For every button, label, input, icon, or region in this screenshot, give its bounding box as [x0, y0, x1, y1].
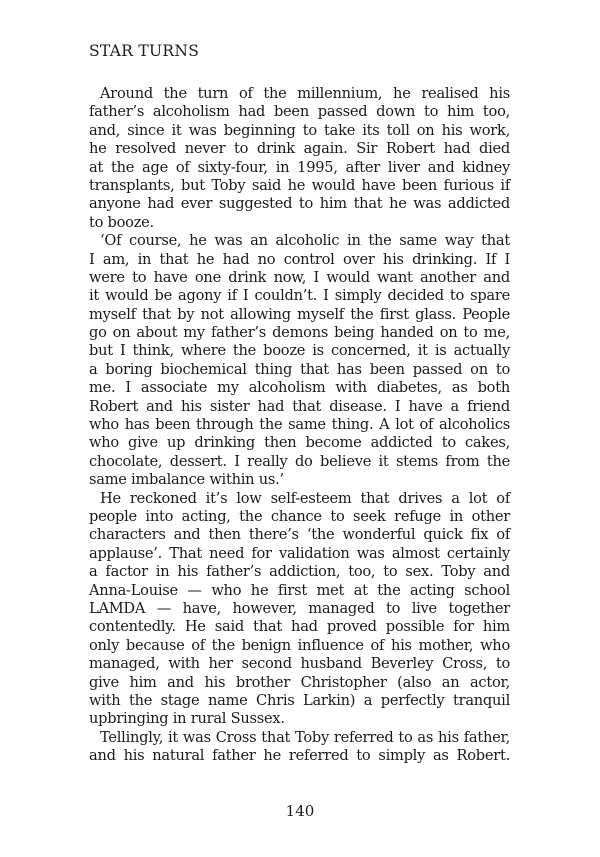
paragraph-line: ‘Of course, he was an alcoholic in the same way that	[100, 232, 510, 250]
paragraph-line: anyone had ever suggested to him that he was addicted	[89, 195, 510, 213]
paragraph-line: chocolate, dessert. I really do believe it stems from the	[89, 452, 510, 470]
paragraph-line: who give up drinking then become addicted to cakes,	[89, 434, 510, 452]
paragraph-line: with the stage name Chris Larkin) a perfectly tranquil	[89, 691, 510, 709]
paragraph-line: and his natural father he referred to simply as Robert.	[89, 747, 510, 765]
paragraph-line: a factor in his father’s addiction, too, to sex. Toby and	[89, 563, 510, 581]
paragraph-line: only because of the benign influence of his mother, who	[89, 636, 510, 654]
paragraph-line: applause’. That need for validation was almost certainly	[89, 544, 510, 562]
paragraph-line: same imbalance within us.’	[89, 471, 284, 489]
paragraph-line: and, since it was beginning to take its toll on his work,	[89, 121, 510, 139]
paragraph-line: at the age of sixty-four, in 1995, after liver and kidney	[89, 158, 510, 176]
paragraph-line: go on about my father’s demons being handed on to me,	[89, 324, 510, 342]
paragraph-line: transplants, but Toby said he would have been furious if	[89, 176, 510, 194]
paragraph-line: it would be agony if I couldn’t. I simply decided to spare	[89, 287, 510, 305]
paragraph-line: I am, in that he had no control over his drinking. If I	[89, 250, 510, 268]
body-text	[89, 85, 510, 765]
page-number: 140	[285, 802, 315, 820]
paragraph-line: upbringing in rural Sussex.	[89, 710, 285, 728]
paragraph-line: Robert and his sister had that disease. I have a friend	[89, 397, 510, 415]
paragraph-line: contentedly. He said that had proved possible for him	[89, 618, 510, 636]
paragraph-line: myself that by not allowing myself the first glass. People	[89, 305, 510, 323]
paragraph-line: give him and his brother Christopher (also an actor,	[89, 673, 510, 691]
running-head: STAR TURNS	[89, 42, 200, 60]
paragraph-line: managed, with her second husband Beverley Cross, to	[89, 655, 510, 673]
paragraph-line: LAMDA — have, however, managed to live together	[89, 599, 510, 617]
paragraph-line: characters and then there’s ‘the wonderful quick fix of	[89, 526, 510, 544]
paragraph-line: He reckoned it’s low self-esteem that drives a lot of	[100, 489, 510, 507]
paragraph-line: but I think, where the booze is concerned, it is actually	[89, 342, 510, 360]
paragraph-line: he resolved never to drink again. Sir Robert had died	[89, 140, 510, 158]
paragraph-line: me. I associate my alcoholism with diabetes, as both	[89, 379, 510, 397]
paragraph-line: to booze.	[89, 213, 154, 231]
paragraph-line: people into acting, the chance to seek refuge in other	[89, 507, 510, 525]
paragraph-line: Tellingly, it was Cross that Toby referred to as his father,	[100, 728, 510, 746]
paragraph-line: Around the turn of the millennium, he realised his	[100, 85, 510, 102]
paragraph-line: a boring biochemical thing that has been passed on to	[89, 360, 510, 378]
paragraph-line: Anna-Louise — who he first met at the acting school	[89, 581, 510, 599]
paragraph-line: who has been through the same thing. A lot of alcoholics	[89, 416, 510, 434]
paragraph-line: were to have one drink now, I would want another and	[89, 268, 510, 286]
paragraph-line: father’s alcoholism had been passed down to him too,	[89, 103, 510, 121]
